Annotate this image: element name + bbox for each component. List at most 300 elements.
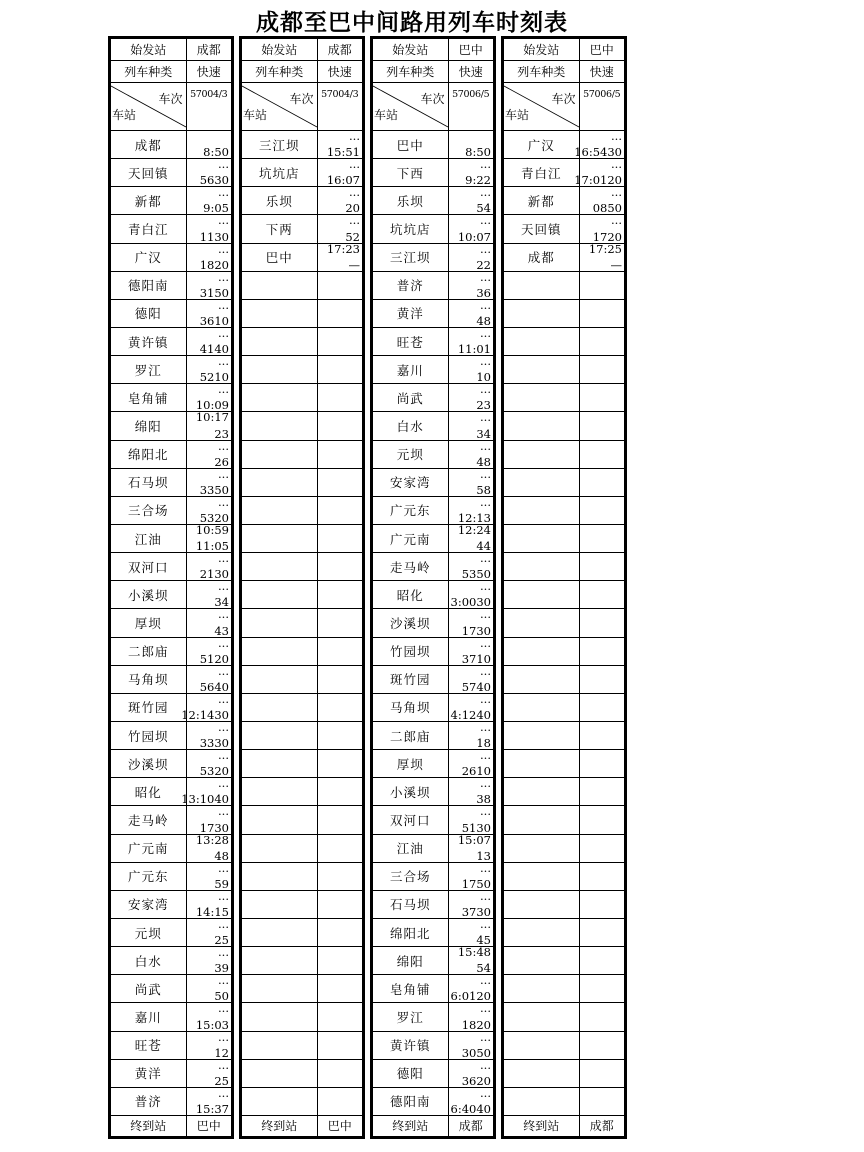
station-name: 江油 bbox=[373, 834, 448, 862]
station-time bbox=[448, 384, 493, 412]
station-time bbox=[317, 918, 362, 946]
station-name bbox=[242, 496, 317, 524]
station-time bbox=[579, 609, 624, 637]
station-name bbox=[242, 806, 317, 834]
table-row bbox=[242, 327, 362, 355]
departure-time: 12 bbox=[214, 1045, 229, 1060]
station-time bbox=[186, 327, 231, 355]
station-name: 小溪坝 bbox=[111, 581, 186, 609]
table-row bbox=[373, 975, 493, 1003]
table-row bbox=[373, 665, 493, 693]
station-time bbox=[579, 1031, 624, 1059]
table-row bbox=[504, 1031, 624, 1059]
station-name: 走马岭 bbox=[111, 806, 186, 834]
departure-time: 9:22 bbox=[465, 173, 491, 188]
table-row bbox=[242, 806, 362, 834]
departure-time: 48 bbox=[476, 313, 491, 328]
arrival-time: ... bbox=[218, 157, 229, 172]
station-name bbox=[242, 862, 317, 890]
table-row bbox=[242, 665, 362, 693]
station-time bbox=[317, 890, 362, 918]
train-type-value: 快速 bbox=[317, 61, 362, 83]
station-time bbox=[317, 271, 362, 299]
table-row bbox=[111, 131, 231, 159]
departure-time: 12:13 bbox=[457, 510, 491, 525]
station-name: 双河口 bbox=[373, 806, 448, 834]
station-name bbox=[242, 327, 317, 355]
diagonal-header bbox=[242, 83, 317, 131]
station-name: 巴中 bbox=[373, 131, 448, 159]
station-name: 罗江 bbox=[111, 356, 186, 384]
table-row bbox=[373, 131, 493, 159]
table-row bbox=[242, 524, 362, 552]
table-row bbox=[373, 327, 493, 355]
station-time bbox=[448, 1031, 493, 1059]
table-row bbox=[111, 187, 231, 215]
station-name bbox=[504, 834, 579, 862]
station-time bbox=[186, 581, 231, 609]
origin-value: 巴中 bbox=[448, 39, 493, 61]
table-row bbox=[373, 806, 493, 834]
station-name: 江油 bbox=[111, 524, 186, 552]
terminus-value: 巴中 bbox=[186, 1115, 231, 1136]
station-time bbox=[186, 553, 231, 581]
departure-time: 12:1430 bbox=[181, 707, 229, 722]
table-row bbox=[242, 356, 362, 384]
arrival-time: ... bbox=[480, 466, 491, 481]
arrival-time: ... bbox=[349, 185, 360, 200]
station-time bbox=[448, 356, 493, 384]
table-row bbox=[504, 581, 624, 609]
train-type-label: 列车种类 bbox=[504, 61, 579, 83]
station-name: 广元南 bbox=[373, 524, 448, 552]
table-row bbox=[242, 609, 362, 637]
table-row bbox=[504, 750, 624, 778]
arrival-time: ... bbox=[480, 551, 491, 566]
station-time bbox=[317, 524, 362, 552]
diagonal-header bbox=[504, 83, 579, 131]
station-time bbox=[186, 187, 231, 215]
departure-time: 3350 bbox=[199, 482, 229, 497]
departure-time: 8:50 bbox=[203, 145, 229, 160]
table-row bbox=[111, 1031, 231, 1059]
station-name bbox=[242, 834, 317, 862]
table-row bbox=[504, 468, 624, 496]
page-title: 成都至巴中间路用列车时刻表 bbox=[256, 10, 568, 36]
station-time bbox=[579, 327, 624, 355]
arrival-time: ... bbox=[480, 804, 491, 819]
station-name: 斑竹园 bbox=[111, 693, 186, 721]
table-row bbox=[373, 778, 493, 806]
departure-time: 10:07 bbox=[457, 229, 491, 244]
departure-time: 15:37 bbox=[195, 1101, 229, 1116]
departure-time: 1820 bbox=[199, 257, 229, 272]
departure-time: 16:07 bbox=[326, 173, 360, 188]
table-row bbox=[111, 862, 231, 890]
station-time bbox=[579, 975, 624, 1003]
departure-time: 23 bbox=[214, 426, 229, 441]
arrival-time: ... bbox=[480, 663, 491, 678]
station-time bbox=[579, 721, 624, 749]
table-row bbox=[111, 693, 231, 721]
station-time bbox=[186, 412, 231, 440]
arrival-time: ... bbox=[218, 719, 229, 734]
arrival-time: ... bbox=[480, 494, 491, 509]
station-name: 白水 bbox=[373, 412, 448, 440]
arrival-time: ... bbox=[611, 213, 622, 228]
arrival-time: ... bbox=[611, 185, 622, 200]
station-name: 竹园坝 bbox=[373, 637, 448, 665]
train-number-label: 车次 bbox=[420, 92, 445, 106]
station-time bbox=[448, 1087, 493, 1115]
station-name: 下西 bbox=[373, 159, 448, 187]
table-row bbox=[242, 131, 362, 159]
station-name: 青白江 bbox=[504, 159, 579, 187]
table-row bbox=[504, 440, 624, 468]
station-time bbox=[579, 299, 624, 327]
departure-time: 39 bbox=[214, 961, 229, 976]
table-row bbox=[111, 1087, 231, 1115]
station-time bbox=[448, 750, 493, 778]
station-name bbox=[504, 271, 579, 299]
table-row bbox=[111, 581, 231, 609]
origin-value: 成都 bbox=[317, 39, 362, 61]
arrival-time: ... bbox=[218, 691, 229, 706]
station-name: 皂角铺 bbox=[111, 384, 186, 412]
station-name: 绵阳北 bbox=[111, 440, 186, 468]
table-row bbox=[242, 750, 362, 778]
station-name bbox=[242, 750, 317, 778]
table-row bbox=[242, 299, 362, 327]
station-name: 二郎庙 bbox=[373, 721, 448, 749]
arrival-time: ... bbox=[480, 438, 491, 453]
table-row bbox=[242, 1003, 362, 1031]
station-name: 厚坝 bbox=[111, 609, 186, 637]
table-row bbox=[504, 299, 624, 327]
table-row bbox=[504, 778, 624, 806]
departure-time: 2610 bbox=[461, 764, 491, 779]
table-row bbox=[111, 890, 231, 918]
station-name bbox=[242, 721, 317, 749]
station-name: 黄洋 bbox=[373, 299, 448, 327]
train-number-label: 车次 bbox=[551, 92, 576, 106]
table-row bbox=[504, 975, 624, 1003]
station-time bbox=[317, 581, 362, 609]
arrival-time: 13:28 bbox=[195, 832, 229, 847]
station-time bbox=[579, 581, 624, 609]
arrival-time: ... bbox=[218, 213, 229, 228]
station-time bbox=[186, 524, 231, 552]
station-name: 绵阳 bbox=[373, 947, 448, 975]
table-row bbox=[242, 496, 362, 524]
table-row bbox=[504, 947, 624, 975]
station-name: 广元东 bbox=[373, 496, 448, 524]
station-label: 车站 bbox=[112, 108, 137, 122]
table-row bbox=[373, 553, 493, 581]
station-time bbox=[448, 524, 493, 552]
table-row bbox=[242, 778, 362, 806]
station-name bbox=[504, 553, 579, 581]
departure-time: 5320 bbox=[199, 510, 229, 525]
station-name bbox=[504, 778, 579, 806]
station-name bbox=[504, 975, 579, 1003]
table-row bbox=[242, 918, 362, 946]
arrival-time: ... bbox=[218, 663, 229, 678]
departure-time: 44 bbox=[476, 539, 491, 554]
arrival-time: ... bbox=[218, 325, 229, 340]
station-time bbox=[579, 665, 624, 693]
station-time bbox=[579, 1087, 624, 1115]
departure-time: 3050 bbox=[461, 1045, 491, 1060]
station-time bbox=[448, 975, 493, 1003]
arrival-time: ... bbox=[218, 916, 229, 931]
station-time bbox=[317, 975, 362, 1003]
departure-time: 25 bbox=[214, 933, 229, 948]
station-time bbox=[317, 327, 362, 355]
table-row bbox=[111, 243, 231, 271]
table-row bbox=[111, 356, 231, 384]
station-name: 竹园坝 bbox=[111, 721, 186, 749]
station-name bbox=[242, 693, 317, 721]
station-time bbox=[186, 918, 231, 946]
table-row bbox=[242, 947, 362, 975]
station-time bbox=[448, 187, 493, 215]
station-time bbox=[317, 159, 362, 187]
station-name: 旺苍 bbox=[111, 1031, 186, 1059]
origin-label: 始发站 bbox=[111, 39, 186, 61]
station-name: 广元南 bbox=[111, 834, 186, 862]
station-name bbox=[242, 271, 317, 299]
station-time bbox=[579, 243, 624, 271]
table-row bbox=[504, 1003, 624, 1031]
arrival-time: ... bbox=[218, 945, 229, 960]
station-name: 厚坝 bbox=[373, 750, 448, 778]
station-label: 车站 bbox=[243, 108, 268, 122]
arrival-time: ... bbox=[480, 410, 491, 425]
station-name: 斑竹园 bbox=[373, 665, 448, 693]
timetable-table bbox=[242, 39, 362, 1136]
arrival-time: ... bbox=[480, 185, 491, 200]
arrival-time: ... bbox=[480, 1029, 491, 1044]
station-time bbox=[579, 524, 624, 552]
terminus-value: 成都 bbox=[448, 1115, 493, 1136]
station-name bbox=[504, 581, 579, 609]
table-row bbox=[504, 356, 624, 384]
arrival-time: ... bbox=[611, 157, 622, 172]
station-time bbox=[448, 553, 493, 581]
departure-time: 11:01 bbox=[457, 342, 491, 357]
arrival-time: ... bbox=[480, 579, 491, 594]
station-name bbox=[504, 356, 579, 384]
table-row bbox=[242, 187, 362, 215]
table-row bbox=[111, 975, 231, 1003]
station-time bbox=[186, 637, 231, 665]
station-time bbox=[186, 1003, 231, 1031]
arrival-time: ... bbox=[218, 973, 229, 988]
table-row bbox=[373, 693, 493, 721]
station-name: 坑坑店 bbox=[242, 159, 317, 187]
table-row bbox=[242, 468, 362, 496]
table-row bbox=[111, 271, 231, 299]
station-name: 罗江 bbox=[373, 1003, 448, 1031]
station-name: 三合场 bbox=[373, 862, 448, 890]
station-time bbox=[579, 890, 624, 918]
departure-time: 54 bbox=[476, 201, 491, 216]
station-name: 石马坝 bbox=[111, 468, 186, 496]
diagonal-header bbox=[373, 83, 448, 131]
arrival-time: ... bbox=[218, 1057, 229, 1072]
station-name: 德阳 bbox=[111, 299, 186, 327]
arrival-time: ... bbox=[480, 1057, 491, 1072]
station-time bbox=[448, 918, 493, 946]
station-time bbox=[317, 215, 362, 243]
departure-time: 9:05 bbox=[203, 201, 229, 216]
arrival-time: ... bbox=[480, 719, 491, 734]
station-time bbox=[448, 327, 493, 355]
table-row bbox=[111, 834, 231, 862]
arrival-time: ... bbox=[480, 916, 491, 931]
train-type-value: 快速 bbox=[579, 61, 624, 83]
station-time bbox=[186, 947, 231, 975]
table-row bbox=[504, 609, 624, 637]
station-name: 三合场 bbox=[111, 496, 186, 524]
arrival-time: ... bbox=[480, 269, 491, 284]
station-name bbox=[242, 975, 317, 1003]
station-time bbox=[579, 496, 624, 524]
station-name: 沙溪坝 bbox=[111, 750, 186, 778]
departure-time: 5350 bbox=[461, 567, 491, 582]
table-row bbox=[242, 862, 362, 890]
station-time bbox=[186, 890, 231, 918]
station-time bbox=[579, 384, 624, 412]
table-row bbox=[504, 384, 624, 412]
table-row bbox=[111, 1003, 231, 1031]
station-time bbox=[317, 862, 362, 890]
departure-time: 59 bbox=[214, 876, 229, 891]
station-name: 石马坝 bbox=[373, 890, 448, 918]
station-name: 马角坝 bbox=[111, 665, 186, 693]
train-number-value: 57006/5 bbox=[579, 83, 624, 131]
departure-time: 38 bbox=[476, 792, 491, 807]
arrival-time: ... bbox=[218, 607, 229, 622]
station-time bbox=[186, 1059, 231, 1087]
station-time bbox=[317, 384, 362, 412]
departure-time: 3330 bbox=[199, 736, 229, 751]
station-time bbox=[448, 862, 493, 890]
table-row bbox=[242, 243, 362, 271]
departure-time: 14:15 bbox=[195, 904, 229, 919]
departure-time: 2130 bbox=[199, 567, 229, 582]
station-time bbox=[579, 947, 624, 975]
origin-label: 始发站 bbox=[504, 39, 579, 61]
station-name: 尚武 bbox=[373, 384, 448, 412]
station-time bbox=[186, 243, 231, 271]
station-time bbox=[579, 187, 624, 215]
departure-time: 15:51 bbox=[326, 145, 360, 160]
station-time bbox=[579, 918, 624, 946]
table-row bbox=[242, 412, 362, 440]
station-time bbox=[186, 609, 231, 637]
arrival-time: ... bbox=[480, 354, 491, 369]
station-name: 德阳 bbox=[373, 1059, 448, 1087]
station-time bbox=[317, 778, 362, 806]
station-name bbox=[504, 637, 579, 665]
arrival-time: ... bbox=[480, 325, 491, 340]
arrival-time: ... bbox=[349, 157, 360, 172]
arrival-time: ... bbox=[218, 860, 229, 875]
train-type-label: 列车种类 bbox=[111, 61, 186, 83]
station-name: 元坝 bbox=[373, 440, 448, 468]
departure-time: 15:03 bbox=[195, 1017, 229, 1032]
table-row bbox=[504, 271, 624, 299]
table-row bbox=[373, 1031, 493, 1059]
arrival-time: ... bbox=[480, 213, 491, 228]
train-number-value: 57004/3 bbox=[186, 83, 231, 131]
station-time bbox=[579, 553, 624, 581]
station-time bbox=[317, 1059, 362, 1087]
station-name bbox=[504, 918, 579, 946]
arrival-time: ... bbox=[218, 1029, 229, 1044]
arrival-time: ... bbox=[218, 748, 229, 763]
table-row bbox=[111, 496, 231, 524]
terminus-label: 终到站 bbox=[504, 1115, 579, 1136]
arrival-time: ... bbox=[480, 297, 491, 312]
train-type-label: 列车种类 bbox=[373, 61, 448, 83]
station-name: 德阳南 bbox=[111, 271, 186, 299]
table-row bbox=[373, 524, 493, 552]
terminus-value: 成都 bbox=[579, 1115, 624, 1136]
arrival-time: ... bbox=[480, 973, 491, 988]
station-name bbox=[504, 440, 579, 468]
origin-value: 成都 bbox=[186, 39, 231, 61]
station-name: 二郎庙 bbox=[111, 637, 186, 665]
station-name: 嘉川 bbox=[111, 1003, 186, 1031]
station-time bbox=[317, 496, 362, 524]
station-time bbox=[186, 384, 231, 412]
station-time bbox=[448, 890, 493, 918]
train-number-label: 车次 bbox=[289, 92, 314, 106]
station-time bbox=[448, 806, 493, 834]
station-time bbox=[317, 1031, 362, 1059]
departure-time: 13:1040 bbox=[181, 792, 229, 807]
station-name bbox=[242, 665, 317, 693]
station-name bbox=[242, 581, 317, 609]
station-name bbox=[242, 890, 317, 918]
arrival-time: ... bbox=[218, 804, 229, 819]
table-row bbox=[242, 271, 362, 299]
station-time bbox=[181, 691, 231, 722]
arrival-time: ... bbox=[480, 691, 491, 706]
station-name: 绵阳北 bbox=[373, 918, 448, 946]
departure-time: 22 bbox=[476, 257, 491, 272]
table-row bbox=[111, 524, 231, 552]
table-row bbox=[504, 131, 624, 159]
arrival-time: ... bbox=[218, 579, 229, 594]
station-time bbox=[317, 637, 362, 665]
table-row bbox=[504, 834, 624, 862]
table-row bbox=[111, 384, 231, 412]
table-row bbox=[504, 327, 624, 355]
table-row bbox=[242, 1059, 362, 1087]
station-name bbox=[504, 1031, 579, 1059]
table-row bbox=[373, 862, 493, 890]
departure-time: 5120 bbox=[199, 651, 229, 666]
station-time bbox=[579, 271, 624, 299]
station-time bbox=[448, 243, 493, 271]
train-number-value: 57004/3 bbox=[317, 83, 362, 131]
station-time bbox=[186, 440, 231, 468]
station-time bbox=[186, 975, 231, 1003]
